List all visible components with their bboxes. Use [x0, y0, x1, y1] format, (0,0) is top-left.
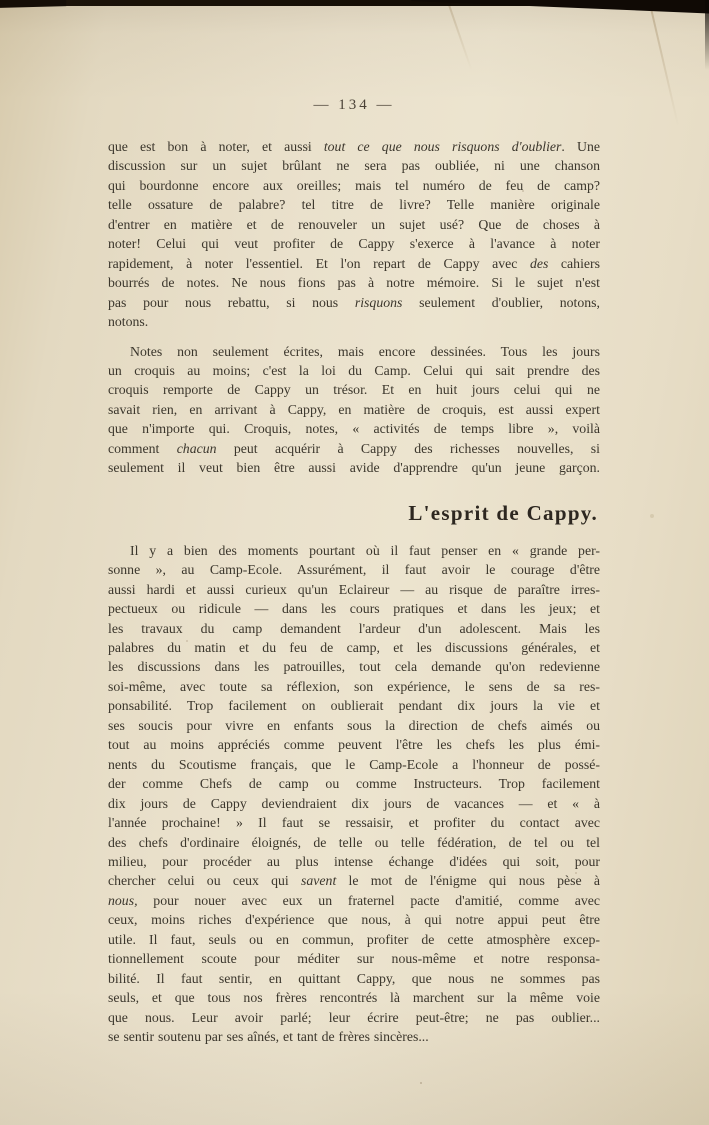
scan-edge-top-left: [0, 0, 66, 8]
text-line: rapidement, à noter l'essentiel. Et l'on repart de Cappy avec des cahiers: [108, 255, 600, 271]
text-line: discussion sur un sujet brûlant ne sera pas oubliée, ni une chanson: [108, 158, 600, 174]
text-line: Notes non seulement écrites, mais encore dessinées. Tous les jours: [130, 343, 600, 359]
text-line: d'entrer en matière et de renouveler un sujet usé? Que de choses à: [108, 216, 600, 232]
text-line: nous, pour nouer avec eux un fraternel pacte d'amitié, comme avec: [108, 892, 600, 908]
text-line: les travaux du camp demandent l'ardeur d'un adolescent. Mais les: [108, 620, 600, 636]
text-line: der comme Chefs de camp ou comme Instructeurs. Trop facilement: [108, 776, 600, 792]
text-line: dix jours de Cappy deviendraient dix jours de vacances — et « à: [108, 795, 600, 811]
text-line: ponsabilité. Trop facilement on oublierait pendant dix jours la vie et: [108, 698, 600, 714]
text-line: chercher celui ou ceux qui savent le mot de l'énigme qui nous pèse à: [108, 873, 600, 889]
text-line: bilité. Il faut sentir, en quittant Cappy, que nous ne sommes pas: [108, 970, 600, 986]
text-line: croquis remporte de Cappy un trésor. Et en huit jours celui qui ne: [108, 382, 600, 398]
paper-crease: [649, 4, 679, 126]
text-line: notons.: [108, 314, 149, 330]
text-line: nents du Scoutisme français, que le Camp-Ecole a l'honneur de possé-: [108, 756, 600, 772]
text-line: seuls, et que tous nos frères rencontrés là marchent sur la même voie: [108, 990, 600, 1006]
text-line: les discussions dans les patrouilles, tout cela demande qu'on redevienne: [108, 659, 600, 675]
text-line: ceux, moins riches d'expérience que nous, à qui notre appui peut être: [108, 912, 600, 928]
text-line: noter! Celui qui veut profiter de Cappy s'exerce à l'avance à noter: [108, 236, 600, 252]
text-line: que n'importe qui. Croquis, notes, « activités de temps libre », voilà: [108, 421, 600, 437]
text-line: Il y a bien des moments pourtant où il faut penser en « grande per-: [130, 542, 600, 558]
text-line: qui bourdonne encore aux oreilles; mais tel numéro de feu de camp?: [108, 177, 600, 193]
text-line: tionnellement scoute pour méditer sur nous-même et notre responsa-: [108, 951, 600, 967]
text-line: pectueux ou ridicule — dans les cours pratiques et dans les jeux; et: [108, 601, 600, 617]
text-line: que nous. Leur avoir parlé; leur écrire peut-être; ne pas oublier...: [108, 1009, 600, 1025]
text-line: aussi hardi et aussi curieux qu'un Eclaireur — au risque de paraître irres-: [108, 581, 600, 597]
text-line: pas pour nous rebattu, si nous risquons seulement d'oublier, notons,: [108, 294, 600, 310]
text-line: telle ossature de palabre? tel titre de livre? Telle manière originale: [108, 197, 600, 213]
scan-edge-right: [705, 0, 709, 70]
text-line: l'année prochaine! » Il faut se ressaisir, et profiter du contact avec: [108, 815, 600, 831]
text-line: un croquis au moins; c'est la loi du Camp. Celui qui sait prendre des: [108, 362, 600, 378]
text-line: palabres du matin et du feu de camp, et les discussions générales, et: [108, 639, 600, 655]
text-block: [108, 137, 600, 1046]
text-line: ses soucis pour vivre en enfants sous la direction de chefs aimés ou: [108, 717, 600, 733]
paper-crease: [447, 2, 472, 71]
section-heading: L'esprit de Cappy.: [408, 500, 598, 525]
text-line: soi-même, avec toute sa réflexion, son expérience, le sens de sa res-: [108, 678, 600, 694]
text-line: se sentir soutenu par ses aînés, et tant de frères sincères...: [108, 1029, 429, 1045]
text-line: comment chacun peut acquérir à Cappy des richesses nouvelles, si: [108, 440, 600, 456]
text-line: tout au moins appréciés comme peuvent l'être les chefs les plus émi-: [108, 737, 600, 753]
paragraph-notes-dessinees: [108, 342, 600, 478]
paragraph-esprit-de-cappy: [108, 541, 600, 1047]
text-line: utile. Il faut, seuls ou en commun, profiter de cette atmosphère excep-: [108, 931, 600, 947]
text-line: milieu, pour procéder au plus intense échange d'idées qui soit, pour: [108, 853, 600, 869]
text-line: bourrés de notes. Ne nous fions pas à notre mémoire. Si le sujet n'est: [108, 275, 600, 291]
page-number: — 134 —: [313, 97, 395, 113]
text-line: savait rien, en arrivant à Cappy, en matière de croquis, est aussi expert: [108, 401, 600, 417]
paragraph-continuation: [108, 137, 600, 332]
text-line: des chefs d'ordinaire éloignés, de telle ou telle fédération, de tel ou tel: [108, 834, 600, 850]
text-line: que est bon à noter, et aussi tout ce que nous risquons d'oublier. Une: [108, 139, 600, 154]
text-line: sonne », au Camp-Ecole. Assurément, il faut avoir le courage d'être: [108, 562, 600, 578]
scan-edge-top-right: [411, 0, 709, 14]
text-line: seulement il veut bien être aussi avide d'apprendre qu'un jeune garçon.: [108, 460, 600, 476]
